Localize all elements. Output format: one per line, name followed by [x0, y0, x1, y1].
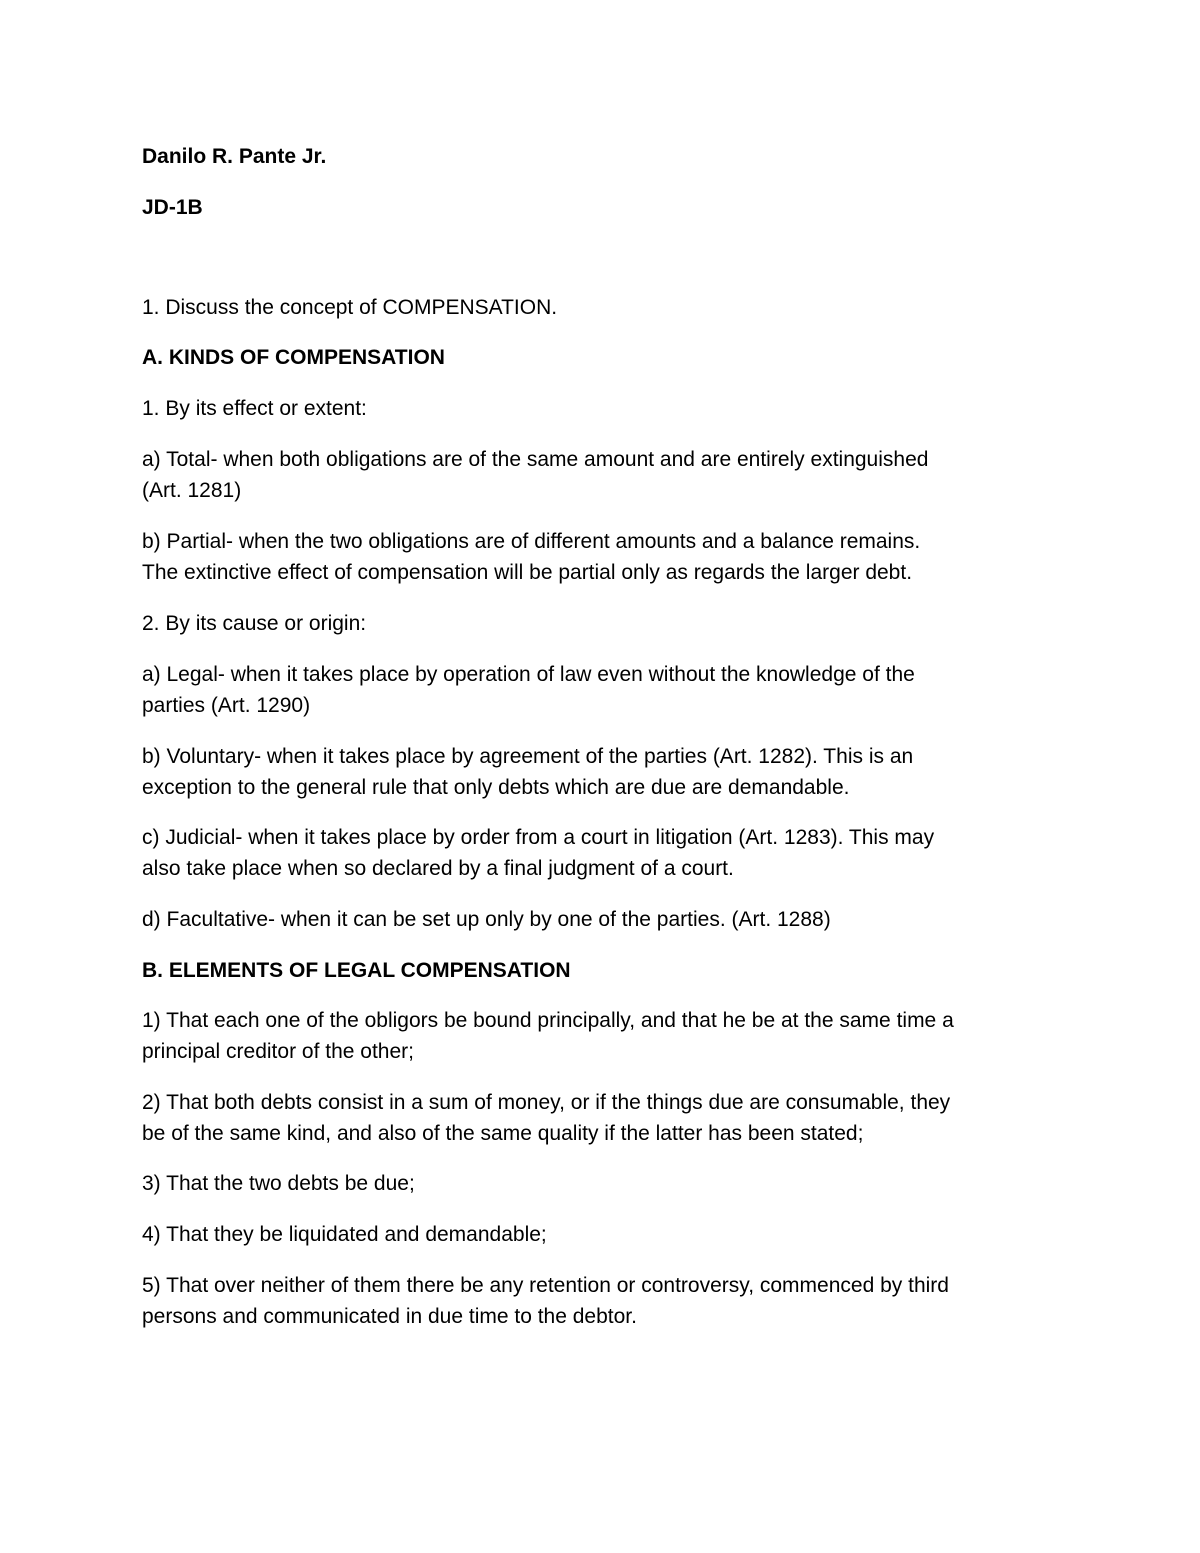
kind-legal-line-2: parties (Art. 1290): [142, 694, 311, 717]
kind-legal: [142, 659, 1072, 721]
section-a-heading: A. KINDS OF COMPENSATION: [142, 346, 445, 369]
group-2-title: 2. By its cause or origin:: [142, 612, 367, 635]
kind-legal-line-1: a) Legal- when it takes place by operation of law even without the knowledge of the: [142, 663, 915, 686]
kind-voluntary-line-1: b) Voluntary- when it takes place by agreement of the parties (Art. 1282). This is an: [142, 745, 914, 768]
kind-voluntary: [142, 741, 1072, 803]
kind-total-line-1: a) Total- when both obligations are of the same amount and are entirely extinguished: [142, 448, 929, 471]
kind-facultative: d) Facultative- when it can be set up only by one of the parties. (Art. 1288): [142, 908, 831, 931]
kind-judicial-line-2: also take place when so declared by a final judgment of a court.: [142, 857, 734, 880]
element-1-line-1: 1) That each one of the obligors be bound principally, and that he be at the same time a: [142, 1009, 954, 1032]
element-3: 3) That the two debts be due;: [142, 1172, 415, 1195]
class-section: JD-1B: [142, 196, 203, 219]
element-2: [142, 1087, 1072, 1149]
kind-total: [142, 444, 1072, 506]
kind-judicial: [142, 822, 1072, 884]
element-5: [142, 1270, 1072, 1332]
kind-judicial-line-1: c) Judicial- when it takes place by order from a court in litigation (Art. 1283). This may: [142, 826, 935, 849]
element-2-line-1: 2) That both debts consist in a sum of money, or if the things due are consumable, they: [142, 1091, 951, 1114]
kind-partial-line-2: The extinctive effect of compensation will be partial only as regards the larger debt.: [142, 561, 913, 584]
kind-partial-line-1: b) Partial- when the two obligations are of different amounts and a balance remains.: [142, 530, 921, 553]
element-2-line-2: be of the same kind, and also of the same quality if the latter has been stated;: [142, 1122, 864, 1145]
kind-total-line-2: (Art. 1281): [142, 479, 242, 502]
element-1: [142, 1005, 1072, 1067]
section-b-heading: B. ELEMENTS OF LEGAL COMPENSATION: [142, 959, 571, 982]
group-1-title: 1. By its effect or extent:: [142, 397, 367, 420]
element-5-line-1: 5) That over neither of them there be any retention or controversy, commenced by third: [142, 1274, 949, 1297]
kind-voluntary-line-2: exception to the general rule that only debts which are due are demandable.: [142, 776, 850, 799]
question-text: 1. Discuss the concept of COMPENSATION.: [142, 296, 558, 319]
element-1-line-2: principal creditor of the other;: [142, 1040, 414, 1063]
kind-partial: [142, 526, 1072, 588]
element-5-line-2: persons and communicated in due time to the debtor.: [142, 1305, 637, 1328]
element-4: 4) That they be liquidated and demandable;: [142, 1223, 547, 1246]
author-name: Danilo R. Pante Jr.: [142, 145, 327, 168]
